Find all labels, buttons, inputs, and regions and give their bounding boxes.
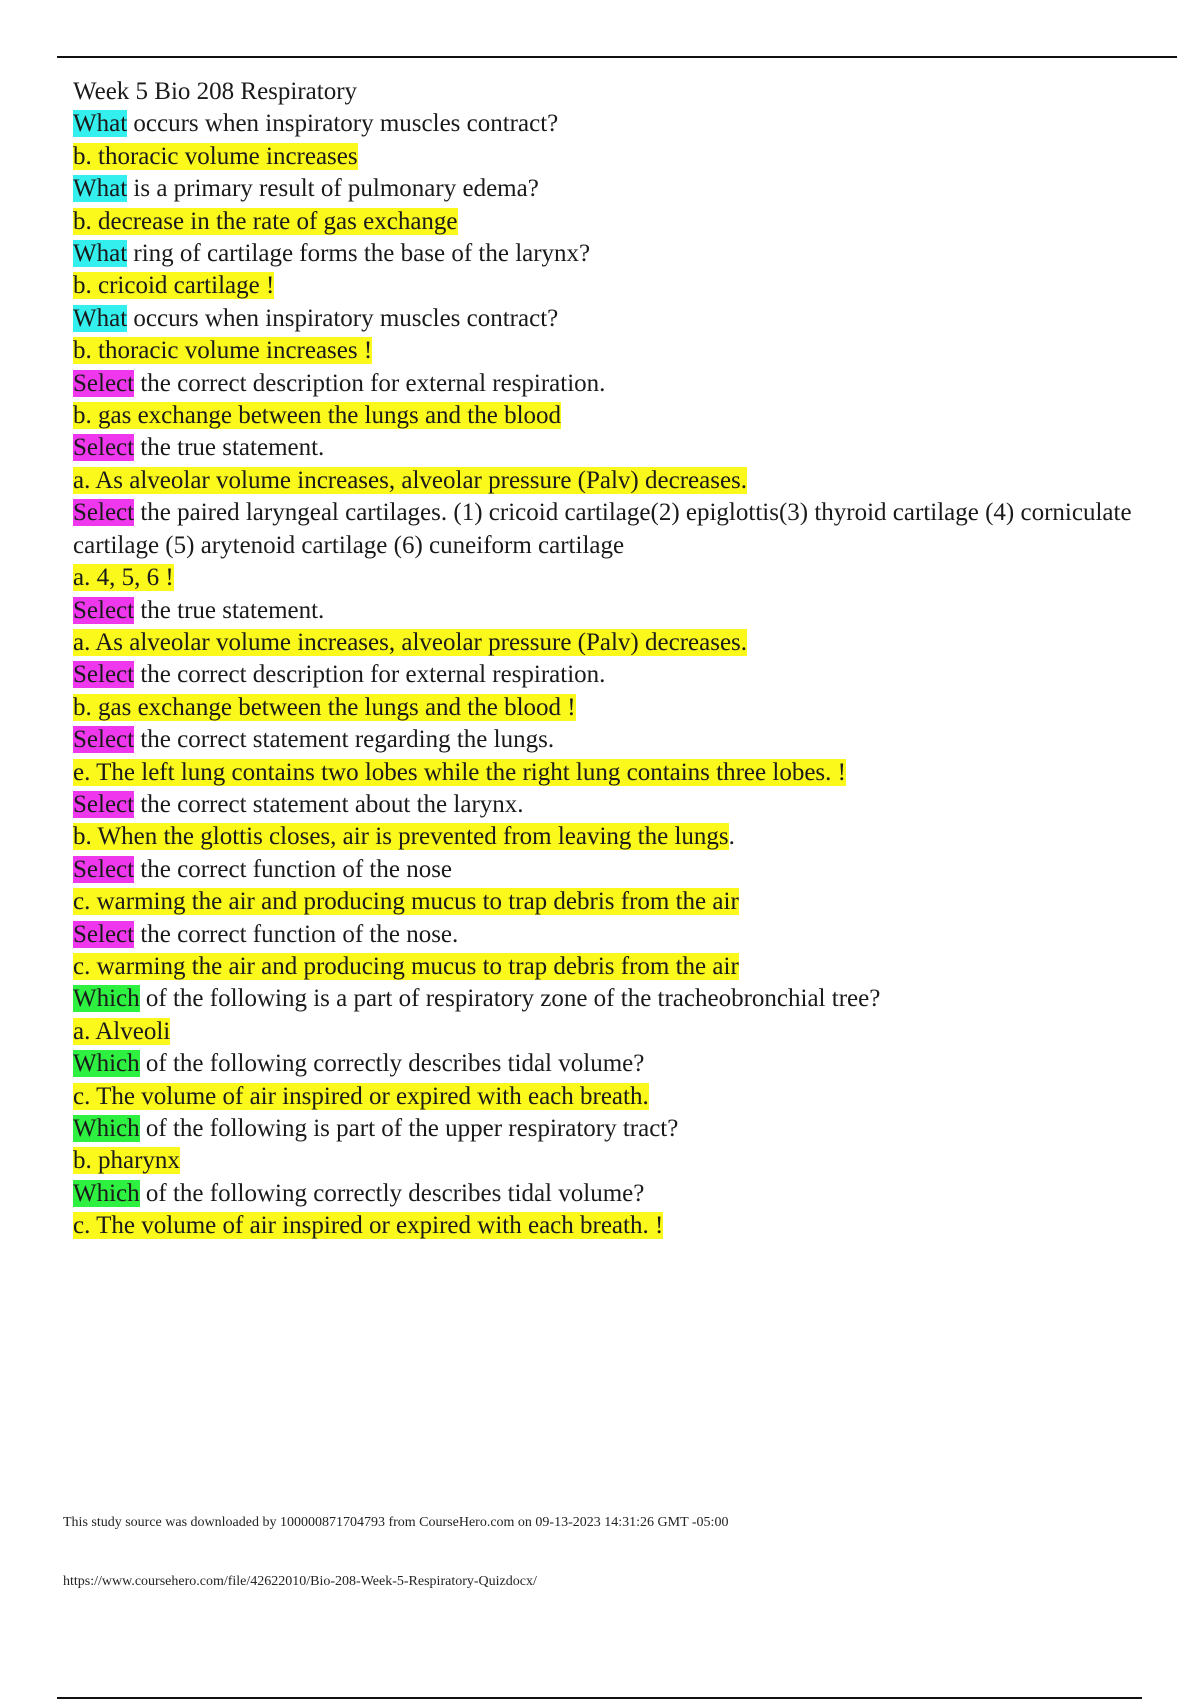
question-keyword-highlight: Select: [73, 726, 135, 754]
question-keyword-highlight: What: [73, 304, 128, 332]
source-url: https://www.coursehero.com/file/42622010/Bio-208-Week-5-Respiratory-Quizdocx/: [63, 1574, 537, 1589]
question-list: [73, 108, 1143, 1242]
answer-highlight: c. warming the air and producing mucus to trap debris from the air: [73, 952, 739, 980]
question-text: of the following is a part of respiratory zone of the tracheobronchial tree?: [139, 985, 881, 1013]
question-line: [73, 595, 1143, 627]
answer-line: [73, 692, 1143, 724]
answer-line: [73, 1210, 1143, 1242]
question-text: the correct statement about the larynx.: [134, 790, 524, 818]
question-keyword-highlight: What: [73, 175, 128, 203]
question-line: [73, 919, 1143, 951]
question-keyword-highlight: Which: [73, 1179, 140, 1207]
answer-highlight: b. gas exchange between the lungs and the blood: [73, 402, 562, 430]
question-keyword-highlight: What: [73, 240, 128, 268]
question-text: is a primary result of pulmonary edema?: [127, 175, 539, 203]
answer-line: [73, 1145, 1143, 1177]
question-text: the correct description for external respiration.: [134, 661, 606, 689]
question-keyword-highlight: Select: [73, 790, 135, 818]
document-title: Week 5 Bio 208 Respiratory: [73, 78, 358, 105]
answer-highlight: c. The volume of air inspired or expired with each breath.: [73, 1082, 649, 1110]
question-line: [73, 1178, 1143, 1210]
question-text: the correct function of the nose: [134, 855, 453, 883]
question-text: the paired laryngeal cartilages. (1) cricoid cartilage(2) epiglottis(3) thyroid cartilage (4) corniculate cartilage (5) arytenoid cartilage (6) cuneiform cartilage: [73, 499, 1132, 559]
answer-line: [73, 465, 1143, 497]
question-text: the correct function of the nose.: [134, 920, 459, 948]
question-keyword-highlight: Select: [73, 920, 135, 948]
question-line: [73, 303, 1143, 335]
answer-highlight: a. Alveoli: [73, 1017, 171, 1045]
answer-line: [73, 206, 1143, 238]
answer-line: [73, 951, 1143, 983]
question-line: [73, 854, 1143, 886]
answer-line: [73, 1016, 1143, 1048]
answer-highlight: b. thoracic volume increases: [73, 142, 358, 170]
question-line: [73, 432, 1143, 464]
answer-line: [73, 335, 1143, 367]
top-rule: [57, 56, 1177, 58]
question-keyword-highlight: Select: [73, 499, 135, 527]
answer-highlight: a. As alveolar volume increases, alveolar pressure (Palv) decreases.: [73, 466, 748, 494]
question-text: occurs when inspiratory muscles contract?: [127, 110, 559, 138]
answer-line: [73, 886, 1143, 918]
question-text: of the following correctly describes tidal volume?: [139, 1179, 645, 1207]
answer-line: [73, 821, 1143, 853]
answer-highlight: c. warming the air and producing mucus to trap debris from the air: [73, 888, 739, 916]
answer-line: [73, 627, 1143, 659]
question-text: occurs when inspiratory muscles contract?: [127, 304, 559, 332]
question-keyword-highlight: Select: [73, 596, 135, 624]
answer-highlight: b. cricoid cartilage !: [73, 272, 275, 300]
question-keyword-highlight: Which: [73, 1050, 140, 1078]
question-line: [73, 238, 1143, 270]
question-keyword-highlight: Select: [73, 369, 135, 397]
question-text: the true statement.: [134, 434, 325, 462]
question-line: [73, 1048, 1143, 1080]
answer-highlight: c. The volume of air inspired or expired with each breath. !: [73, 1212, 664, 1240]
bottom-rule: [57, 1697, 1142, 1699]
question-text: ring of cartilage forms the base of the larynx?: [127, 240, 591, 268]
answer-highlight: b. gas exchange between the lungs and the blood !: [73, 693, 576, 721]
answer-highlight: a. As alveolar volume increases, alveolar pressure (Palv) decreases.: [73, 628, 748, 656]
question-line: [73, 1113, 1143, 1145]
answer-line: [73, 757, 1143, 789]
answer-line: [73, 562, 1143, 594]
question-keyword-highlight: Which: [73, 1115, 140, 1142]
answer-highlight: b. decrease in the rate of gas exchange: [73, 207, 458, 235]
answer-highlight: b. When the glottis closes, air is prevented from leaving the lungs: [73, 823, 729, 851]
answer-highlight: a. 4, 5, 6 !: [73, 564, 174, 592]
question-text: the true statement.: [134, 596, 325, 624]
question-keyword-highlight: Select: [73, 434, 135, 462]
question-keyword-highlight: Select: [73, 661, 135, 689]
question-text: the correct description for external respiration.: [134, 369, 606, 397]
question-line: [73, 108, 1143, 140]
question-text: of the following correctly describes tidal volume?: [139, 1050, 645, 1078]
question-line: [73, 368, 1143, 400]
answer-line: [73, 1081, 1143, 1113]
answer-tail: .: [728, 823, 735, 851]
answer-line: [73, 141, 1143, 173]
question-text: of the following is part of the upper respiratory tract?: [139, 1115, 679, 1142]
question-keyword-highlight: Select: [73, 855, 135, 883]
question-text: the correct statement regarding the lungs.: [134, 726, 555, 754]
question-line: [73, 497, 1143, 562]
download-notice: This study source was downloaded by 100000871704793 from CourseHero.com on 09-13-2023 14:31:26 GMT -05:00: [63, 1515, 729, 1530]
answer-highlight: b. thoracic volume increases !: [73, 337, 373, 365]
question-keyword-highlight: What: [73, 110, 128, 138]
question-keyword-highlight: Which: [73, 985, 140, 1013]
question-line: [73, 983, 1143, 1015]
answer-highlight: e. The left lung contains two lobes while the right lung contains three lobes. !: [73, 758, 846, 786]
answer-line: [73, 270, 1143, 302]
question-line: [73, 173, 1143, 205]
question-line: [73, 659, 1143, 691]
question-line: [73, 789, 1143, 821]
document-body: [73, 76, 1143, 1243]
answer-line: [73, 400, 1143, 432]
answer-highlight: b. pharynx: [73, 1147, 180, 1175]
question-line: [73, 724, 1143, 756]
